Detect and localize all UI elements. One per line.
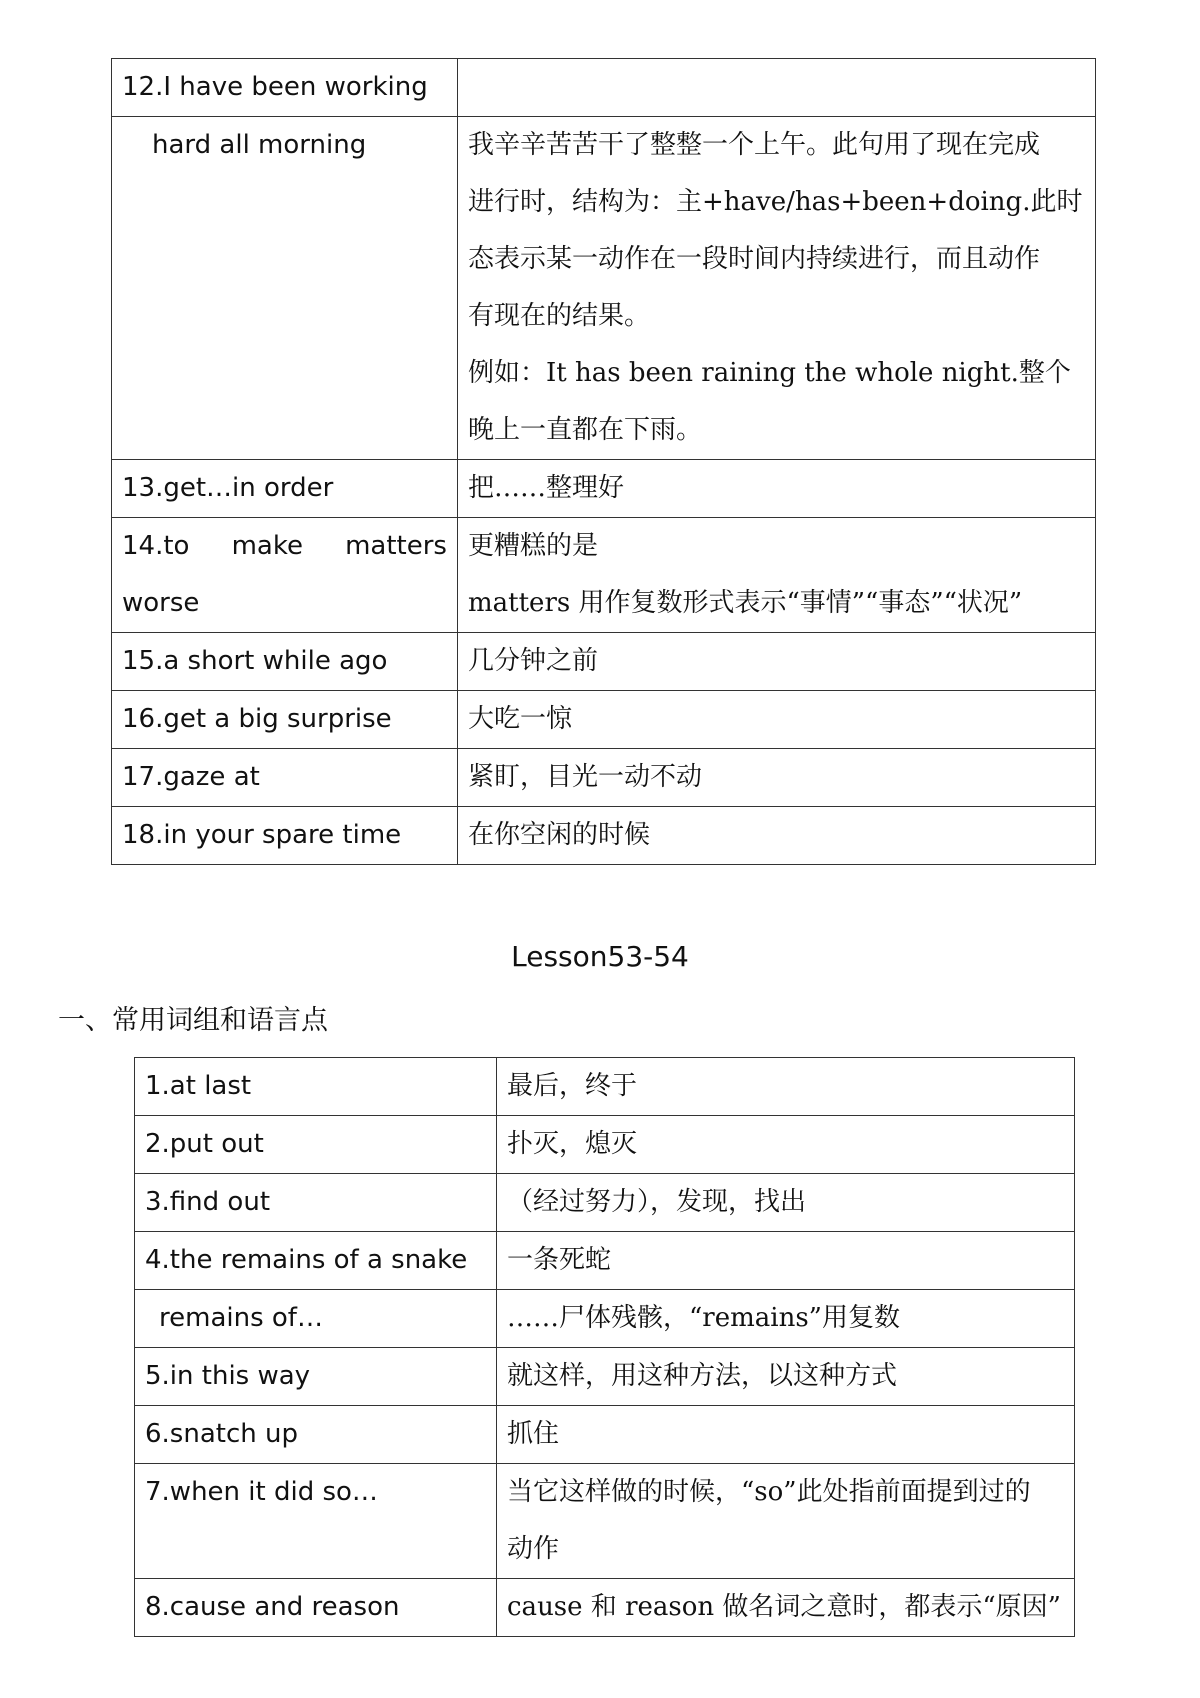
phrase-text: 15.a short while ago — [122, 646, 388, 676]
meaning-cell — [458, 117, 1096, 460]
meaning-text: 抓住 — [507, 1419, 560, 1449]
meaning-cell — [458, 59, 1096, 117]
meaning-cell — [497, 1406, 1075, 1464]
phrase-cell — [135, 1232, 497, 1290]
table-row — [135, 1174, 1075, 1232]
table-row — [112, 691, 1096, 749]
meaning-cell — [497, 1174, 1075, 1232]
phrase-cell — [135, 1290, 497, 1348]
table-row — [135, 1290, 1075, 1348]
meaning-text: 扑灭，熄灭 — [507, 1129, 638, 1159]
meaning-cell — [497, 1232, 1075, 1290]
meaning-cell — [497, 1116, 1075, 1174]
phrase-line — [122, 518, 447, 575]
lesson-title: Lesson53-54 — [511, 940, 689, 973]
table-row — [112, 460, 1096, 518]
phrase-word: 14.to — [122, 531, 190, 561]
meaning-text: 把……整理好 — [468, 473, 625, 503]
meaning-text: 一条死蛇 — [507, 1245, 612, 1275]
phrase-cell — [112, 117, 458, 460]
table-row — [135, 1406, 1075, 1464]
meaning-cell — [458, 460, 1096, 518]
table-row — [112, 807, 1096, 865]
meaning-cell — [497, 1290, 1075, 1348]
vocab-table-1 — [111, 58, 1096, 865]
phrase-cell — [135, 1058, 497, 1116]
table-row — [135, 1464, 1075, 1579]
meaning-cell — [497, 1058, 1075, 1116]
meaning-text: 紧盯，目光一动不动 — [468, 762, 703, 792]
phrase-cell — [135, 1464, 497, 1579]
phrase-cell — [112, 518, 458, 633]
phrase-word: matters — [345, 531, 447, 561]
meaning-cell — [497, 1348, 1075, 1406]
table-row — [135, 1232, 1075, 1290]
example-line: 晚上一直都在下雨。 — [468, 415, 703, 445]
phrase-cell — [135, 1579, 497, 1637]
phrase-cell — [112, 460, 458, 518]
meaning-cell — [458, 807, 1096, 865]
phrase-cell — [112, 633, 458, 691]
phrase-word: make — [231, 531, 303, 561]
phrase-cell — [135, 1116, 497, 1174]
phrase-text: 18.in your spare time — [122, 820, 402, 850]
phrase-text: 12.I have been working — [122, 72, 428, 102]
meaning-line: 更糟糕的是 — [468, 531, 599, 561]
phrase-text: 1.at last — [145, 1071, 252, 1101]
meaning-cell — [497, 1579, 1075, 1637]
phrase-cell — [135, 1406, 497, 1464]
meaning-line: matters 用作复数形式表示“事情”“事态”“状况” — [468, 588, 1023, 618]
phrase-text: 8.cause and reason — [145, 1592, 400, 1622]
table-row — [112, 518, 1096, 633]
meaning-cell — [458, 749, 1096, 807]
table-row — [112, 59, 1096, 117]
phrase-text: 17.gaze at — [122, 762, 260, 792]
meaning-text: 大吃一惊 — [468, 704, 573, 734]
table-row — [135, 1058, 1075, 1116]
phrase-cell — [112, 59, 458, 117]
phrase-cell — [135, 1348, 497, 1406]
table-row — [135, 1116, 1075, 1174]
meaning-text: 最后，终于 — [507, 1071, 638, 1101]
table-row — [112, 749, 1096, 807]
phrase-cell — [112, 691, 458, 749]
phrase-text: 4.the remains of a snake — [145, 1245, 468, 1275]
meaning-text: 几分钟之前 — [468, 646, 599, 676]
meaning-line: 有现在的结果。 — [468, 301, 651, 331]
meaning-text: 就这样，用这种方法，以这种方式 — [507, 1361, 898, 1391]
meaning-line: 动作 — [507, 1534, 560, 1564]
meaning-text: 在你空闲的时候 — [468, 820, 651, 850]
phrase-cell — [135, 1174, 497, 1232]
meaning-line: 态表示某一动作在一段时间内持续进行，而且动作 — [468, 244, 1041, 274]
table-row — [112, 633, 1096, 691]
meaning-text: ……尸体残骸，“remains”用复数 — [507, 1303, 900, 1333]
phrase-cell — [112, 807, 458, 865]
meaning-cell — [458, 633, 1096, 691]
phrase-text: hard all morning — [152, 130, 367, 160]
table-row — [135, 1348, 1075, 1406]
phrase-text: 7.when it did so… — [145, 1477, 378, 1507]
meaning-text: （经过努力），发现，找出 — [507, 1187, 807, 1217]
meaning-cell — [497, 1464, 1075, 1579]
phrase-text: 6.snatch up — [145, 1419, 298, 1449]
table-row — [112, 117, 1096, 460]
phrase-text: 13.get…in order — [122, 473, 334, 503]
meaning-line: 我辛辛苦苦干了整整一个上午。此句用了现在完成 — [468, 130, 1041, 160]
section-heading: 一、常用词组和语言点 — [58, 1005, 328, 1036]
meaning-cell — [458, 691, 1096, 749]
phrase-text: remains of… — [159, 1303, 323, 1333]
meaning-line: 进行时，结构为：主+have/has+been+doing.此时 — [468, 187, 1083, 217]
table-row — [135, 1579, 1075, 1637]
meaning-cell — [458, 518, 1096, 633]
phrase-text: 3.find out — [145, 1187, 271, 1217]
phrase-text: 5.in this way — [145, 1361, 311, 1391]
meaning-line: 当它这样做的时候，“so”此处指前面提到过的 — [507, 1477, 1031, 1507]
phrase-text: worse — [122, 588, 200, 618]
meaning-text: cause 和 reason 做名词之意时，都表示“原因” — [507, 1592, 1061, 1622]
phrase-text: 16.get a big surprise — [122, 704, 392, 734]
example-line: 例如：It has been raining the whole night.整个 — [468, 358, 1071, 388]
phrase-text: 2.put out — [145, 1129, 264, 1159]
phrase-cell — [112, 749, 458, 807]
vocab-table-2 — [134, 1057, 1075, 1637]
